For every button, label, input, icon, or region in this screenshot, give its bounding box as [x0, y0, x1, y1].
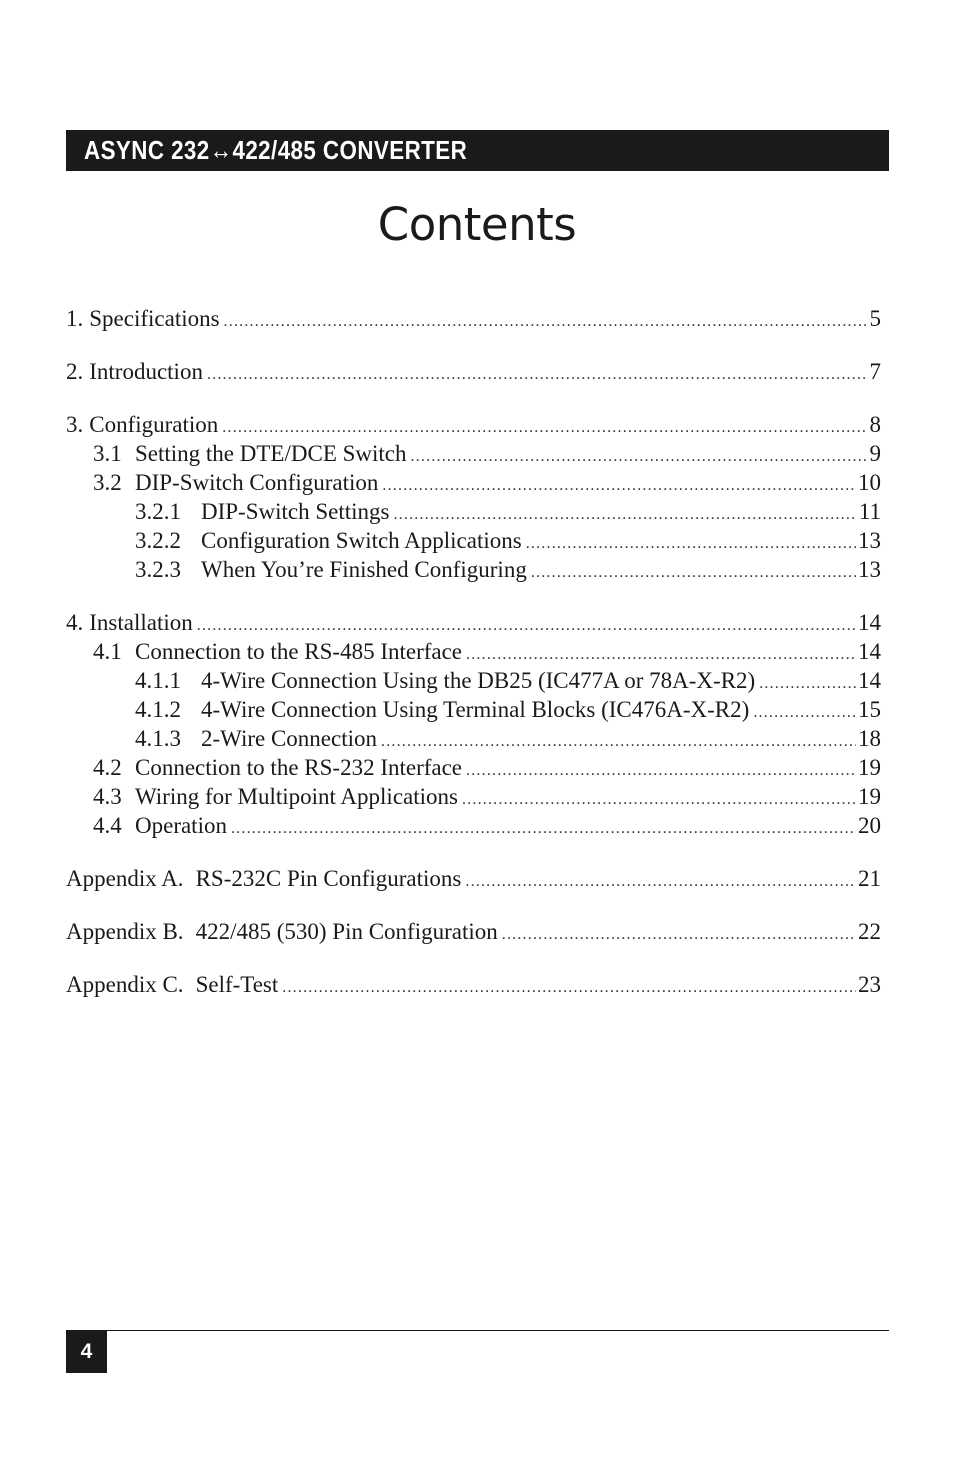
toc-entry-number: 4.1	[93, 639, 122, 664]
toc-entry-number: 4.1.3	[135, 726, 181, 751]
toc-leader-dots	[753, 698, 856, 727]
toc-leader-dots	[462, 785, 856, 814]
page-number: 4	[66, 1331, 107, 1373]
toc-entry-label: 2-Wire Connection	[201, 726, 377, 751]
toc-entry-page: 23	[858, 972, 881, 997]
toc-entry-installation[interactable]	[66, 608, 881, 637]
toc-entry-label: 422/485 (530) Pin Configuration	[195, 919, 498, 944]
toc-entry-page: 15	[858, 697, 881, 722]
toc-entry-page: 22	[858, 919, 881, 944]
toc-entry-page: 14	[858, 668, 881, 693]
toc-entry-page: 18	[858, 726, 881, 751]
toc-entry-configuration-switch-applications[interactable]	[135, 526, 881, 555]
toc-entry-page: 7	[869, 359, 881, 384]
toc-entry-2-wire-connection[interactable]	[135, 724, 881, 753]
toc-entry-label: Configuration	[89, 412, 219, 437]
toc-entry-appendix-a[interactable]	[66, 864, 881, 893]
toc-entry-label: Wiring for Multipoint Applications	[135, 784, 458, 809]
toc-entry-number: Appendix A.	[66, 866, 184, 891]
toc-entry-page: 14	[858, 610, 881, 635]
toc-entry-page: 11	[858, 499, 881, 524]
toc-entry-specifications[interactable]	[66, 304, 881, 333]
toc-leader-dots	[282, 973, 856, 1002]
toc-entry-number: 2.	[66, 359, 84, 384]
toc-entry-appendix-b[interactable]	[66, 917, 881, 946]
toc-entry-finished-configuring[interactable]	[135, 555, 881, 584]
toc-leader-dots	[207, 360, 868, 389]
toc-leader-dots	[224, 307, 868, 336]
running-header-bar	[66, 130, 889, 171]
toc-entry-page: 13	[858, 557, 881, 582]
toc-entry-label: RS-232C Pin Configurations	[195, 866, 462, 891]
toc-entry-label: 4-Wire Connection Using the DB25 (IC477A or 78A-X-R2)	[201, 668, 756, 693]
toc-entry-page: 10	[858, 470, 881, 495]
toc-leader-dots	[526, 529, 856, 558]
toc-entry-label: DIP-Switch Configuration	[135, 470, 379, 495]
toc-entry-page: 14	[858, 639, 881, 664]
toc-entry-rs485-interface[interactable]	[93, 637, 881, 666]
toc-entry-label: Connection to the RS-485 Interface	[135, 639, 463, 664]
toc-entry-dte-dce-switch[interactable]	[93, 439, 881, 468]
toc-entry-appendix-c[interactable]	[66, 970, 881, 999]
toc-entry-label: Specifications	[89, 306, 220, 331]
toc-entry-number: 4.1.1	[135, 668, 181, 693]
toc-entry-4-wire-db25[interactable]	[135, 666, 881, 695]
toc-entry-label: Installation	[89, 610, 193, 635]
toc-entry-number: Appendix C.	[66, 972, 184, 997]
footer-rule	[66, 1330, 889, 1331]
toc-entry-dip-switch-settings[interactable]	[135, 497, 881, 526]
toc-leader-dots	[393, 500, 856, 529]
toc-entry-number: 4.3	[93, 784, 122, 809]
toc-leader-dots	[466, 756, 856, 785]
toc-entry-number: 3.	[66, 412, 84, 437]
toc-entry-configuration[interactable]	[66, 410, 881, 439]
toc-entry-label: Configuration Switch Applications	[201, 528, 522, 553]
toc-entry-page: 19	[858, 755, 881, 780]
toc-entry-label: Introduction	[89, 359, 203, 384]
toc-leader-dots	[231, 814, 856, 843]
toc-entry-page: 13	[858, 528, 881, 553]
toc-entry-number: Appendix B.	[66, 919, 184, 944]
toc-leader-dots	[502, 920, 856, 949]
toc-entry-number: 3.2.3	[135, 557, 181, 582]
toc-entry-introduction[interactable]	[66, 357, 881, 386]
toc-leader-dots	[381, 727, 856, 756]
toc-entry-page: 19	[858, 784, 881, 809]
toc-entry-page: 5	[869, 306, 881, 331]
toc-entry-number: 4.1.2	[135, 697, 181, 722]
toc-leader-dots	[759, 669, 856, 698]
toc-entry-label: 4-Wire Connection Using Terminal Blocks (IC476A-X-R2)	[201, 697, 750, 722]
toc-entry-label: Operation	[135, 813, 227, 838]
toc-entry-number: 3.2.1	[135, 499, 181, 524]
toc-entry-label: DIP-Switch Settings	[201, 499, 390, 524]
toc-entry-number: 4.4	[93, 813, 122, 838]
toc-entry-dip-switch-configuration[interactable]	[93, 468, 881, 497]
toc-leader-dots	[197, 611, 856, 640]
toc-entry-multipoint-wiring[interactable]	[93, 782, 881, 811]
toc-entry-rs232-interface[interactable]	[93, 753, 881, 782]
toc-leader-dots	[411, 442, 868, 471]
toc-leader-dots	[222, 413, 867, 442]
toc-leader-dots	[382, 471, 856, 500]
toc-entry-number: 3.1	[93, 441, 122, 466]
toc-leader-dots	[466, 640, 856, 669]
running-header-title: ASYNC 232↔422/485 CONVERTER	[84, 135, 468, 165]
toc-entry-operation[interactable]	[93, 811, 881, 840]
toc-entry-label: Setting the DTE/DCE Switch	[135, 441, 407, 466]
toc-entry-4-wire-terminal-blocks[interactable]	[135, 695, 881, 724]
page-title: Contents	[377, 198, 577, 251]
toc-entry-number: 3.2	[93, 470, 122, 495]
toc-entry-number: 1.	[66, 306, 84, 331]
toc-entry-label: When You’re Finished Configuring	[201, 557, 527, 582]
toc-entry-page: 8	[869, 412, 881, 437]
toc-entry-page: 20	[858, 813, 881, 838]
toc-entry-number: 4.2	[93, 755, 122, 780]
toc-leader-dots	[465, 867, 856, 896]
toc-entry-label: Self-Test	[195, 972, 279, 997]
toc-leader-dots	[531, 558, 856, 587]
toc-entry-number: 3.2.2	[135, 528, 181, 553]
toc-entry-page: 9	[869, 441, 881, 466]
toc-entry-label: Connection to the RS-232 Interface	[135, 755, 463, 780]
toc-entry-number: 4.	[66, 610, 84, 635]
toc-entry-page: 21	[858, 866, 881, 891]
